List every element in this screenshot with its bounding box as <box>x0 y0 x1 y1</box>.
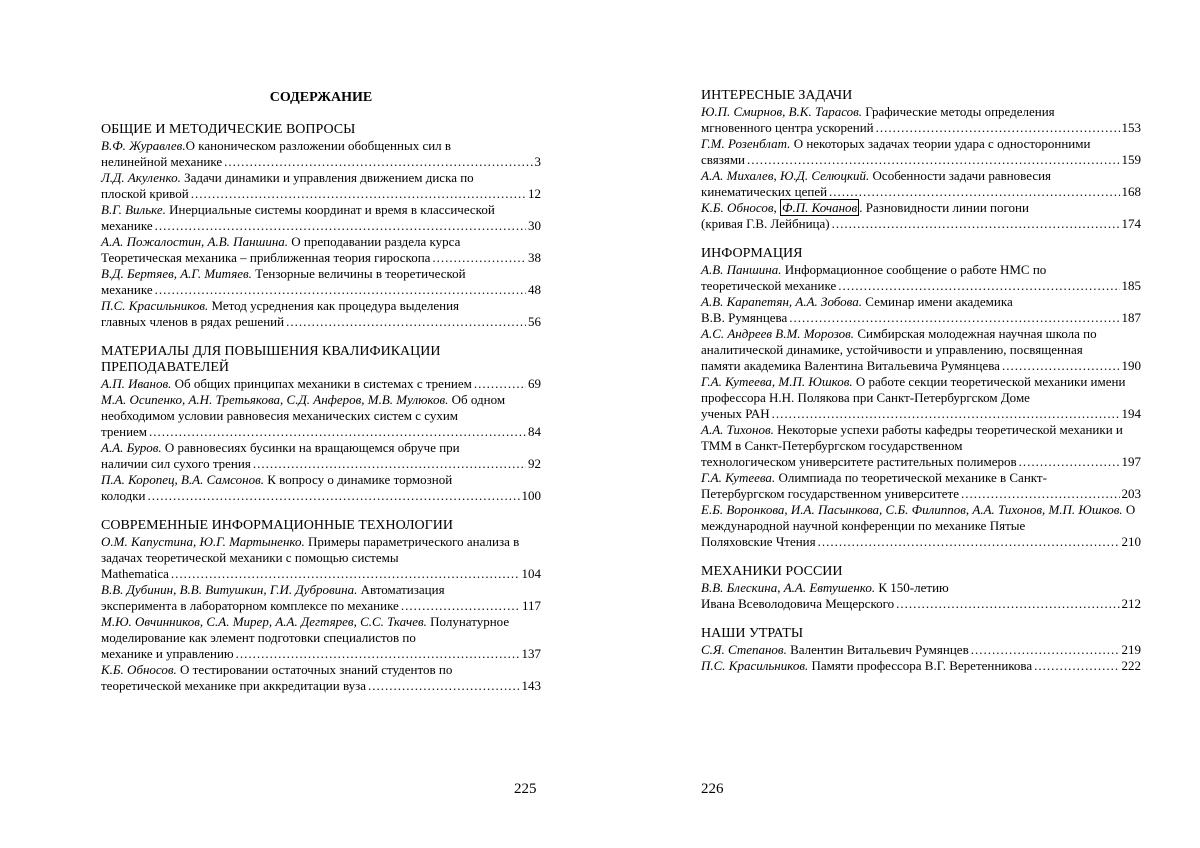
entry-title: Информационное сообщение о работе НМС по <box>781 262 1047 277</box>
toc-entry-line <box>101 218 541 234</box>
dot-leader <box>432 250 526 266</box>
entry-title-continued: теоретической механике при аккредитации вуза <box>101 678 367 693</box>
toc-entry-line <box>701 168 1141 184</box>
dot-leader <box>147 488 519 504</box>
entry-authors: А.А. Тихонов. <box>701 422 774 437</box>
entry-title: Автоматизация <box>357 582 445 597</box>
entry-text <box>701 642 969 658</box>
entry-title-continued: Теоретическая механика – приближенная теория гироскопа <box>101 250 431 265</box>
section-title: ИНФОРМАЦИЯ <box>701 246 803 261</box>
right-section-list <box>701 88 1141 688</box>
toc-entry[interactable] <box>101 440 541 472</box>
entry-page-number: 12 <box>528 186 541 201</box>
entry-title-continued: технологическом университете растительных полимеров <box>701 454 1017 469</box>
entry-title: К 150-летию <box>875 580 949 595</box>
entry-authors: А.А. Михалев, Ю.Д. Селюцкий. <box>701 168 870 183</box>
entry-page-number: 212 <box>1121 596 1141 611</box>
entry-authors: А.П. Иванов. <box>101 376 172 391</box>
toc-entry-line <box>101 440 541 456</box>
entry-page-number: 69 <box>528 376 541 391</box>
toc-entry[interactable] <box>701 422 1141 470</box>
dot-leader <box>1019 454 1120 470</box>
entry-authors: А.С. Андреев В.М. Морозов. <box>701 326 855 341</box>
toc-section <box>701 564 1141 612</box>
entry-title: Симбирская молодежная научная школа по аналитической динамике, устойчивости и управлению, посвященная <box>701 326 1097 357</box>
dot-leader <box>155 282 526 298</box>
entry-title: Об общих принципах механики в системах с трением <box>171 376 472 391</box>
entry-authors: А.А. Пожалостин, А.В. Паншина. <box>101 234 289 249</box>
entry-title: Полунатурное моделирование как элемент подготовки специалистов по <box>101 614 510 645</box>
dot-leader <box>191 186 526 202</box>
entry-title: Особенности задачи равновесия <box>869 168 1052 183</box>
toc-entry[interactable] <box>101 614 541 662</box>
toc-entry[interactable] <box>101 170 541 202</box>
dot-leader <box>818 534 1120 550</box>
entry-authors: М.Ю. Овчинников, С.А. Мирер, А.А. Дегтярев, С.С. Ткачев. <box>101 614 427 629</box>
toc-entry-line <box>101 250 541 266</box>
entry-title-continued: наличии сил сухого трения <box>101 456 251 471</box>
entry-page-number: 174 <box>1121 216 1141 231</box>
dot-leader <box>747 152 1119 168</box>
entry-title: Некоторые успехи работы кафедры теоретической механики и ТММ в Санкт-Петербургском государственном <box>701 422 1123 453</box>
toc-entry-line <box>701 310 1141 326</box>
right-page <box>701 0 1141 848</box>
entry-title-continued: мгновенного центра ускорений <box>701 120 874 135</box>
entry-page-number: 92 <box>528 456 541 471</box>
entry-title-continued: Ивана Всеволодовича Мещерского <box>701 596 895 611</box>
entry-title-continued: плоской кривой <box>101 186 189 201</box>
toc-entry[interactable] <box>701 658 1141 674</box>
toc-entry[interactable] <box>101 534 541 582</box>
entry-authors: В.Г. Вильке. <box>101 202 166 217</box>
toc-entry-line <box>101 456 541 472</box>
entry-title-continued: теоретической механике <box>701 278 837 293</box>
entry-page-number: 190 <box>1121 358 1141 373</box>
toc-entry-line <box>701 294 1141 310</box>
dot-leader <box>896 596 1119 612</box>
toc-entry-line <box>101 488 541 504</box>
entry-text <box>701 658 1032 674</box>
entry-title-continued: эксперимента в лабораторном комплексе по механике <box>101 598 399 613</box>
entry-authors: В.В. Дубинин, В.В. Витушкин, Г.И. Дубровина. <box>101 582 358 597</box>
entry-title: Задачи динамики и управления движением диска по <box>180 170 474 185</box>
toc-entry[interactable] <box>701 136 1141 168</box>
toc-entry-line <box>101 138 541 154</box>
entry-page-number: 104 <box>521 566 541 581</box>
toc-entry-line <box>101 424 541 440</box>
entry-title-continued: механике <box>101 282 153 297</box>
toc-entry-line <box>101 598 541 614</box>
toc-entry[interactable] <box>101 472 541 504</box>
toc-entry[interactable] <box>701 642 1141 658</box>
toc-title: СОДЕРЖАНИЕ <box>269 90 373 105</box>
entry-authors: О.М. Капустина, Ю.Г. Мартыненко. <box>101 534 305 549</box>
entry-authors: А.В. Карапетян, А.А. Зобова. <box>701 294 862 309</box>
entry-authors: А.В. Паншина. <box>701 262 782 277</box>
entry-authors: Л.Д. Акуленко. <box>101 170 181 185</box>
entry-page-number: 153 <box>1121 120 1141 135</box>
toc-entry-line <box>101 376 541 392</box>
toc-section <box>101 122 541 330</box>
entry-title-continued: Mathematica <box>101 566 169 581</box>
entry-title: О преподавании раздела курса <box>288 234 461 249</box>
entry-authors: Г.А. Кутеева, М.П. Юшков. <box>701 374 853 389</box>
toc-entry-line <box>101 392 541 424</box>
toc-entry-line <box>101 202 541 218</box>
toc-entry-line <box>701 502 1141 534</box>
dot-leader <box>253 456 526 472</box>
left-page <box>101 0 541 848</box>
entry-title: О равновесиях бусинки на вращающемся обруче при <box>161 440 460 455</box>
entry-title: Олимпиада по теоретической механике в Санкт- <box>775 470 1047 485</box>
entry-page-number: 219 <box>1121 642 1141 657</box>
entry-page-number: 143 <box>521 678 541 693</box>
dot-leader <box>224 154 532 170</box>
toc-entry[interactable] <box>701 580 1141 612</box>
entry-author-highlighted: Ф.П. Кочанов <box>782 200 858 215</box>
toc-entry-line <box>701 120 1141 136</box>
toc-entry-line <box>701 326 1141 358</box>
dot-leader <box>971 642 1120 658</box>
toc-entry[interactable] <box>701 262 1141 294</box>
toc-entry[interactable] <box>701 200 1141 232</box>
entry-title: . Разновидности линии погони <box>859 200 1029 215</box>
toc-entry-line <box>701 216 1141 232</box>
entry-authors: К.Б. Обносов, <box>701 200 781 215</box>
entry-title-continued: (кривая Г.В. Лейбница) <box>701 216 830 231</box>
toc-entry-line <box>701 596 1141 612</box>
toc-entry-line <box>701 642 1141 658</box>
entry-title: О каноническом разложении обобщенных сил в <box>185 138 452 153</box>
entry-page-number: 159 <box>1121 152 1141 167</box>
toc-entry-line <box>101 186 541 202</box>
entry-title-continued: трением <box>101 424 148 439</box>
entry-page-number: 185 <box>1121 278 1141 293</box>
toc-entry-line <box>101 472 541 488</box>
entry-title: Примеры параметрического анализа в задачах теоретической механики с помощью системы <box>101 534 520 565</box>
toc-entry[interactable] <box>701 502 1141 550</box>
toc-entry[interactable] <box>701 168 1141 200</box>
entry-page-number: 117 <box>521 598 541 613</box>
section-title: НАШИ УТРАТЫ <box>701 626 804 641</box>
entry-authors: К.Б. Обносов. <box>101 662 177 677</box>
entry-page-number: 3 <box>534 154 541 169</box>
entry-authors: В.В. Блескина, А.А. Евтушенко. <box>701 580 876 595</box>
toc-section <box>701 626 1141 674</box>
entry-title: Графические методы определения <box>862 104 1055 119</box>
entry-page-number: 210 <box>1121 534 1141 549</box>
dot-leader <box>838 278 1119 294</box>
dot-leader <box>1034 658 1119 674</box>
toc-entry[interactable] <box>101 266 541 298</box>
entry-page-number: 56 <box>528 314 541 329</box>
toc-entry[interactable] <box>101 234 541 266</box>
page-number-left: 225 <box>514 781 537 797</box>
entry-title-continued: ученых РАН <box>701 406 770 421</box>
entry-page-number: 38 <box>528 250 541 265</box>
dot-leader <box>171 566 520 582</box>
toc-entry[interactable] <box>101 298 541 330</box>
entry-authors: Ю.П. Смирнов, В.К. Тарасов. <box>701 104 863 119</box>
entry-title-continued: главных членов в рядах решений <box>101 314 285 329</box>
entry-authors: Г.А. Кутеева. <box>701 470 776 485</box>
entry-page-number: 197 <box>1121 454 1141 469</box>
toc-entry-line <box>701 454 1141 470</box>
entry-authors: А.А. Буров. <box>101 440 162 455</box>
toc-entry-line <box>101 646 541 662</box>
toc-entry-line <box>701 580 1141 596</box>
toc-entry[interactable] <box>101 202 541 234</box>
dot-leader <box>789 310 1119 326</box>
entry-page-number: 48 <box>528 282 541 297</box>
entry-title: Инерциальные системы координат и время в классической <box>165 202 495 217</box>
entry-text <box>101 376 472 392</box>
entry-title-continued: В.В. Румянцева <box>701 310 788 325</box>
toc-entry[interactable] <box>101 662 541 694</box>
toc-entry-line <box>701 184 1141 200</box>
toc-entry-line <box>101 282 541 298</box>
toc-entry-line <box>701 136 1141 152</box>
toc-entry[interactable] <box>101 392 541 440</box>
entry-authors: В.Ф. Журавлев. <box>101 138 186 153</box>
toc-entry-line <box>101 170 541 186</box>
toc-section <box>701 88 1141 232</box>
entry-page-number: 203 <box>1121 486 1141 501</box>
toc-section <box>101 518 541 694</box>
section-title: ИНТЕРЕСНЫЕ ЗАДАЧИ <box>701 88 853 103</box>
toc-entry-line <box>101 566 541 582</box>
toc-entry[interactable] <box>101 376 541 392</box>
toc-entry-line <box>101 266 541 282</box>
toc-entry-line <box>701 534 1141 550</box>
entry-title-continued: колодки <box>101 488 146 503</box>
toc-entry-line <box>701 358 1141 374</box>
toc-entry-line <box>701 278 1141 294</box>
toc-entry-line <box>701 422 1141 454</box>
toc-entry-line <box>701 152 1141 168</box>
toc-section <box>101 344 541 504</box>
toc-entry-line <box>101 662 541 678</box>
entry-authors: П.С. Красильников. <box>101 298 209 313</box>
toc-entry[interactable] <box>101 138 541 170</box>
entry-authors: Е.Б. Воронкова, И.А. Пасынкова, С.Б. Филиппов, А.А. Тихонов, М.П. Юшков. <box>701 502 1123 517</box>
entry-authors: М.А. Осипенко, А.Н. Третьякова, С.Д. Анферов, М.В. Мулюков. <box>101 392 449 407</box>
dot-leader <box>876 120 1120 136</box>
entry-authors: Г.М. Розенблат. <box>701 136 791 151</box>
toc-entry-line <box>101 678 541 694</box>
section-title: ОБЩИЕ И МЕТОДИЧЕСКИЕ ВОПРОСЫ <box>101 122 356 137</box>
entry-title: Об одном необходимом условии равновесия механических систем с сухим <box>101 392 506 423</box>
toc-entry-line <box>101 314 541 330</box>
toc-entry-line <box>701 658 1141 674</box>
entry-title-continued: связями <box>701 152 746 167</box>
entry-title: Семинар имени академика <box>861 294 1013 309</box>
toc-entry[interactable] <box>101 582 541 614</box>
entry-title: О международной научной конференции по механике Пятые <box>701 502 1136 533</box>
toc-entry-line <box>101 154 541 170</box>
toc-entry-line <box>101 534 541 566</box>
dot-leader <box>368 678 519 694</box>
entry-authors: С.Я. Степанов. <box>701 642 787 657</box>
section-title: МАТЕРИАЛЫ ДЛЯ ПОВЫШЕНИЯ КВАЛИФИКАЦИИ ПРЕПОДАВАТЕЛЕЙ <box>101 344 441 375</box>
toc-entry[interactable] <box>701 326 1141 374</box>
entry-page-number: 137 <box>521 646 541 661</box>
section-title: МЕХАНИКИ РОССИИ <box>701 564 843 579</box>
dot-leader <box>155 218 526 234</box>
dot-leader <box>772 406 1120 422</box>
toc-entry[interactable] <box>701 294 1141 326</box>
toc-entry-line <box>101 298 541 314</box>
entry-title-continued: памяти академика Валентина Витальевича Румянцева <box>701 358 1000 373</box>
dot-leader <box>236 646 520 662</box>
dot-leader <box>286 314 526 330</box>
entry-title: О некоторых задачах теории удара с односторонними <box>790 136 1091 151</box>
entry-title-continued: кинематических цепей <box>701 184 828 199</box>
toc-entry-line <box>701 104 1141 120</box>
entry-title: Памяти профессора В.Г. Веретенникова <box>808 658 1033 673</box>
entry-page-number: 84 <box>528 424 541 439</box>
toc-section <box>701 246 1141 550</box>
toc-entry-line <box>701 486 1141 502</box>
dot-leader <box>832 216 1120 232</box>
entry-title: О работе секции теоретической механики имени профессора Н.Н. Полякова при Санкт-Петербургском Доме <box>701 374 1126 405</box>
entry-title: К вопросу о динамике тормозной <box>263 472 453 487</box>
left-section-list <box>101 122 541 708</box>
entry-title: Метод усреднения как процедура выделения <box>208 298 460 313</box>
toc-entry-line <box>101 234 541 250</box>
toc-entry-line <box>701 406 1141 422</box>
entry-authors: В.Д. Бертяев, А.Г. Митяев. <box>101 266 252 281</box>
entry-page-number: 168 <box>1121 184 1141 199</box>
section-title: СОВРЕМЕННЫЕ ИНФОРМАЦИОННЫЕ ТЕХНОЛОГИИ <box>101 518 453 533</box>
entry-title-continued: механике <box>101 218 153 233</box>
toc-entry-line <box>701 374 1141 406</box>
toc-entry[interactable] <box>701 374 1141 422</box>
entry-title: Валентин Витальевич Румянцев <box>786 642 969 657</box>
dot-leader <box>149 424 526 440</box>
entry-title-continued: Петербургском государственном университете <box>701 486 960 501</box>
entry-title-continued: механике и управлению <box>101 646 234 661</box>
entry-page-number: 187 <box>1121 310 1141 325</box>
toc-entry[interactable] <box>701 470 1141 502</box>
entry-title-continued: нелинейной механике <box>101 154 223 169</box>
entry-page-number: 100 <box>521 488 541 503</box>
dot-leader <box>1002 358 1120 374</box>
dot-leader <box>961 486 1119 502</box>
toc-entry[interactable] <box>701 104 1141 136</box>
dot-leader <box>829 184 1119 200</box>
toc-entry-line <box>701 262 1141 278</box>
toc-entry-line <box>101 582 541 598</box>
page-number-right: 226 <box>701 781 724 797</box>
toc-entry-line <box>701 470 1141 486</box>
toc-entry-line <box>701 200 1141 216</box>
dot-leader <box>474 376 526 392</box>
entry-title: Тензорные величины в теоретической <box>251 266 466 281</box>
entry-page-number: 30 <box>528 218 541 233</box>
toc-entry-line <box>101 614 541 646</box>
dot-leader <box>401 598 520 614</box>
entry-page-number: 222 <box>1121 658 1141 673</box>
entry-title: О тестировании остаточных знаний студентов по <box>176 662 453 677</box>
entry-authors: П.С. Красильников. <box>701 658 809 673</box>
entry-authors: П.А. Коропец, В.А. Самсонов. <box>101 472 264 487</box>
entry-title-continued: Поляховские Чтения <box>701 534 816 549</box>
entry-page-number: 194 <box>1121 406 1141 421</box>
